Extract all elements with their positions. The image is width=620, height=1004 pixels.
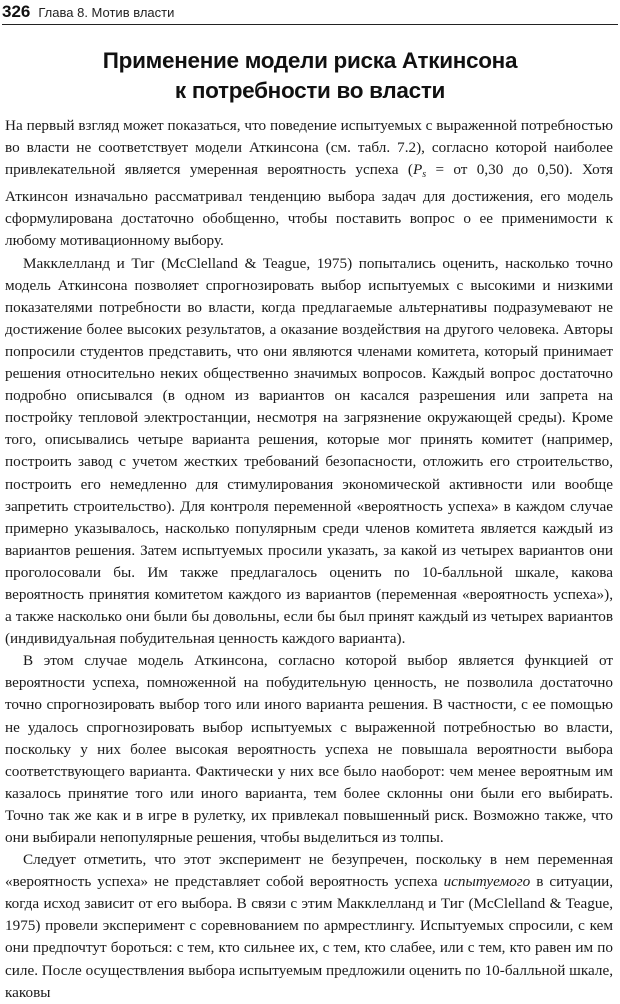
paragraph-3: В этом случае модель Аткинсона, согласно которой выбор является функцией от вероятности успеха, помноженной на побудительную ценность, не позволила достаточно точно спрогнозировать выбор того или иного варианта решения. В частности, с ее помощью не удалось спрогнозировать выбор испытуемых с выраженной потребностью во власти, поскольку у них более высокая вероятность успеха не повышала вероятности выбора соответствующего варианта. Фактически у них все было наоборот: чем менее вероятным им казалось принятие того или иного варианта, тем более склонны они были его выбирать. Точно так же как и в игре в рулетку, их привлекал повышенный риск. Возможно также, что они выбирали непопулярные решения, чтобы выделиться из толпы. [5,652,613,846]
section-heading-line-1: Применение модели риска Аткинсона [102,48,518,73]
section-heading-line-2: к потребности во власти [174,78,446,103]
paragraph-2: Макклелланд и Тиг (McClelland & Teague, 1975) попытались оценить, насколько точно модель Аткинсона позволяет спрогнозировать выбор испытуемых с высокими и низкими показателями потребности во власти, когда предлагаемые альтернативы подразумевают не достижение более высоких результатов, а оказание воздействия на другого человека. Авторы попросили студентов представить, что они являются членами комитета, который принимает решения относительно неких общественно значимых вопросов. Каждый вопрос достаточно подробно описывался (в одном из вариантов он касался разрешения или запрета на постройку тепловой электростанции, несмотря на загрязнение окружающей среды). Кроме того, описывались четыре варианта решения, которые мог принять комитет (например, построить завод с учетом жестких требований безопасности, отложить его строительство, построить его немедленно для стимулирования экономической активности или вообще запретить строительство). Для контроля переменной «вероятность успеха» в каждом случае примерно указывалось, насколько популярным среди членов комитета является каждый из вариантов решения. Затем испытуемых просили указать, за какой из четырех вариантов они проголосовали бы. Им также предлагалось оценить по 10-балльной шкале, какова вероятность принятия комитетом каждого из вариантов (переменная «вероятность успеха»), а также насколько они были бы довольны, если бы был принят каждый из четырех вариантов (индивидуальная побудительная ценность каждого варианта). [5,254,613,648]
probability-symbol: P [412,161,423,179]
chapter-title: Глава 8. Мотив власти [38,4,175,20]
paragraph-4-part-a: Следует отметить, что этот эксперимент не безупречен, поскольку в нем переменная «вероятность успеха» не представляет собой вероятность успеха [5,851,613,891]
paragraph-4 [5,849,613,1004]
paragraph-1 [5,115,613,253]
probability-subscript: s [422,169,427,181]
paragraph-1-part-b: = от 0,30 до 0,50). Хотя Аткинсон изначально рассматривал тенденцию выбора задач для достижения, его модель сформулирована достаточно обобщенно, чтобы поставить вопрос о ее применимости к любому мотивационному выбору. [5,161,613,250]
page-number: 326 [2,2,31,21]
running-head [2,0,618,25]
paragraph-4-emphasis: испытуемого [443,873,531,891]
paragraph-4-part-b: в ситуации, когда исход зависит от его выбора. В связи с этим Макклелланд и Тиг (McClelland & Teague, 1975) провели эксперимент с соревнованием по армрестлингу. Испытуемых спросили, с кем они предпочтут бороться: с тем, кто сильнее их, с тем, кто слабее, или с тем, кто равен им по силе. После осуществления выбора испытуемым предложили оценить по 10-балльной шкале, каковы [5,873,613,1001]
section-heading [0,46,620,106]
body-text [5,115,613,1004]
paragraph-1-part-a: На первый взгляд может показаться, что поведение испытуемых с выраженной потребностью во власти не соответствует модели Аткинсона (см. табл. 7.2), согласно которой наиболее привлекательной является умеренная вероятность успеха ( [5,117,613,179]
